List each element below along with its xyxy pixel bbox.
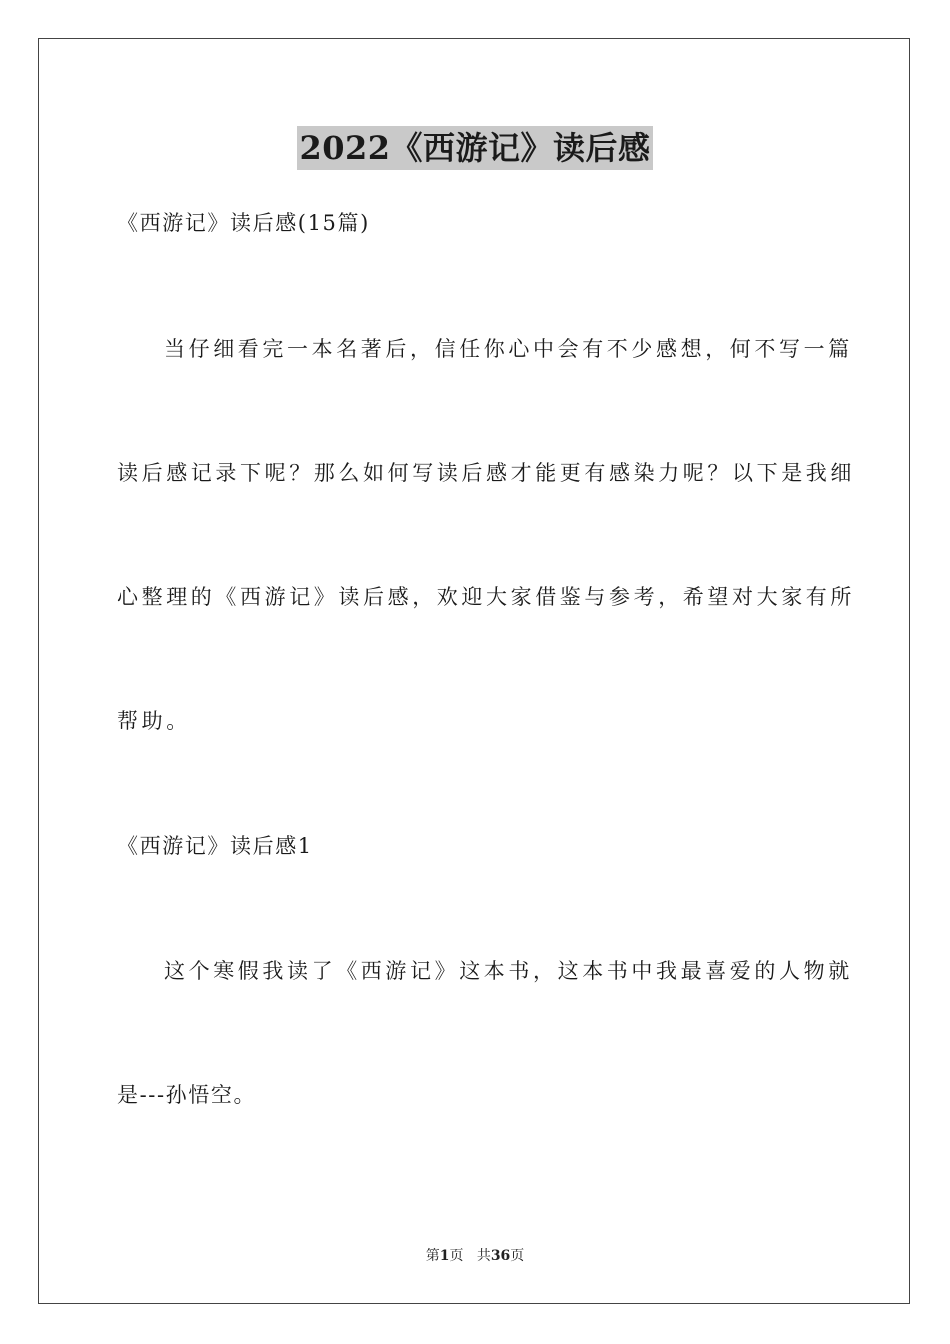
intro-line-4: 帮助。: [117, 709, 191, 733]
intro-line-2: 读后感记录下呢？那么如何写读后感才能更有感染力呢？以下是我细: [117, 461, 855, 485]
document-title: 2022《西游记》读后感: [297, 126, 652, 170]
section-body-line-2: 是---孙悟空。: [117, 1083, 257, 1107]
footer-total-suffix: 页: [510, 1248, 525, 1264]
document-subtitle: 《西游记》读后感(15篇): [117, 211, 370, 235]
section-heading: 《西游记》读后感1: [117, 834, 313, 858]
footer-page-number: 1: [439, 1248, 450, 1264]
footer-total-pages: 36: [490, 1248, 511, 1264]
page-footer: [0, 1245, 950, 1265]
intro-line-1: 当仔细看完一本名著后，信任你心中会有不少感想，何不写一篇: [164, 337, 853, 361]
footer-page-prefix: 第: [425, 1248, 440, 1264]
footer-page-suffix: 页: [449, 1248, 464, 1264]
section-body-line-1: 这个寒假我读了《西游记》这本书，这本书中我最喜爱的人物就: [164, 959, 853, 983]
title-container: [0, 126, 950, 170]
intro-line-3: 心整理的《西游记》读后感，欢迎大家借鉴与参考，希望对大家有所: [117, 585, 855, 609]
footer-total-prefix: 共: [476, 1248, 491, 1264]
